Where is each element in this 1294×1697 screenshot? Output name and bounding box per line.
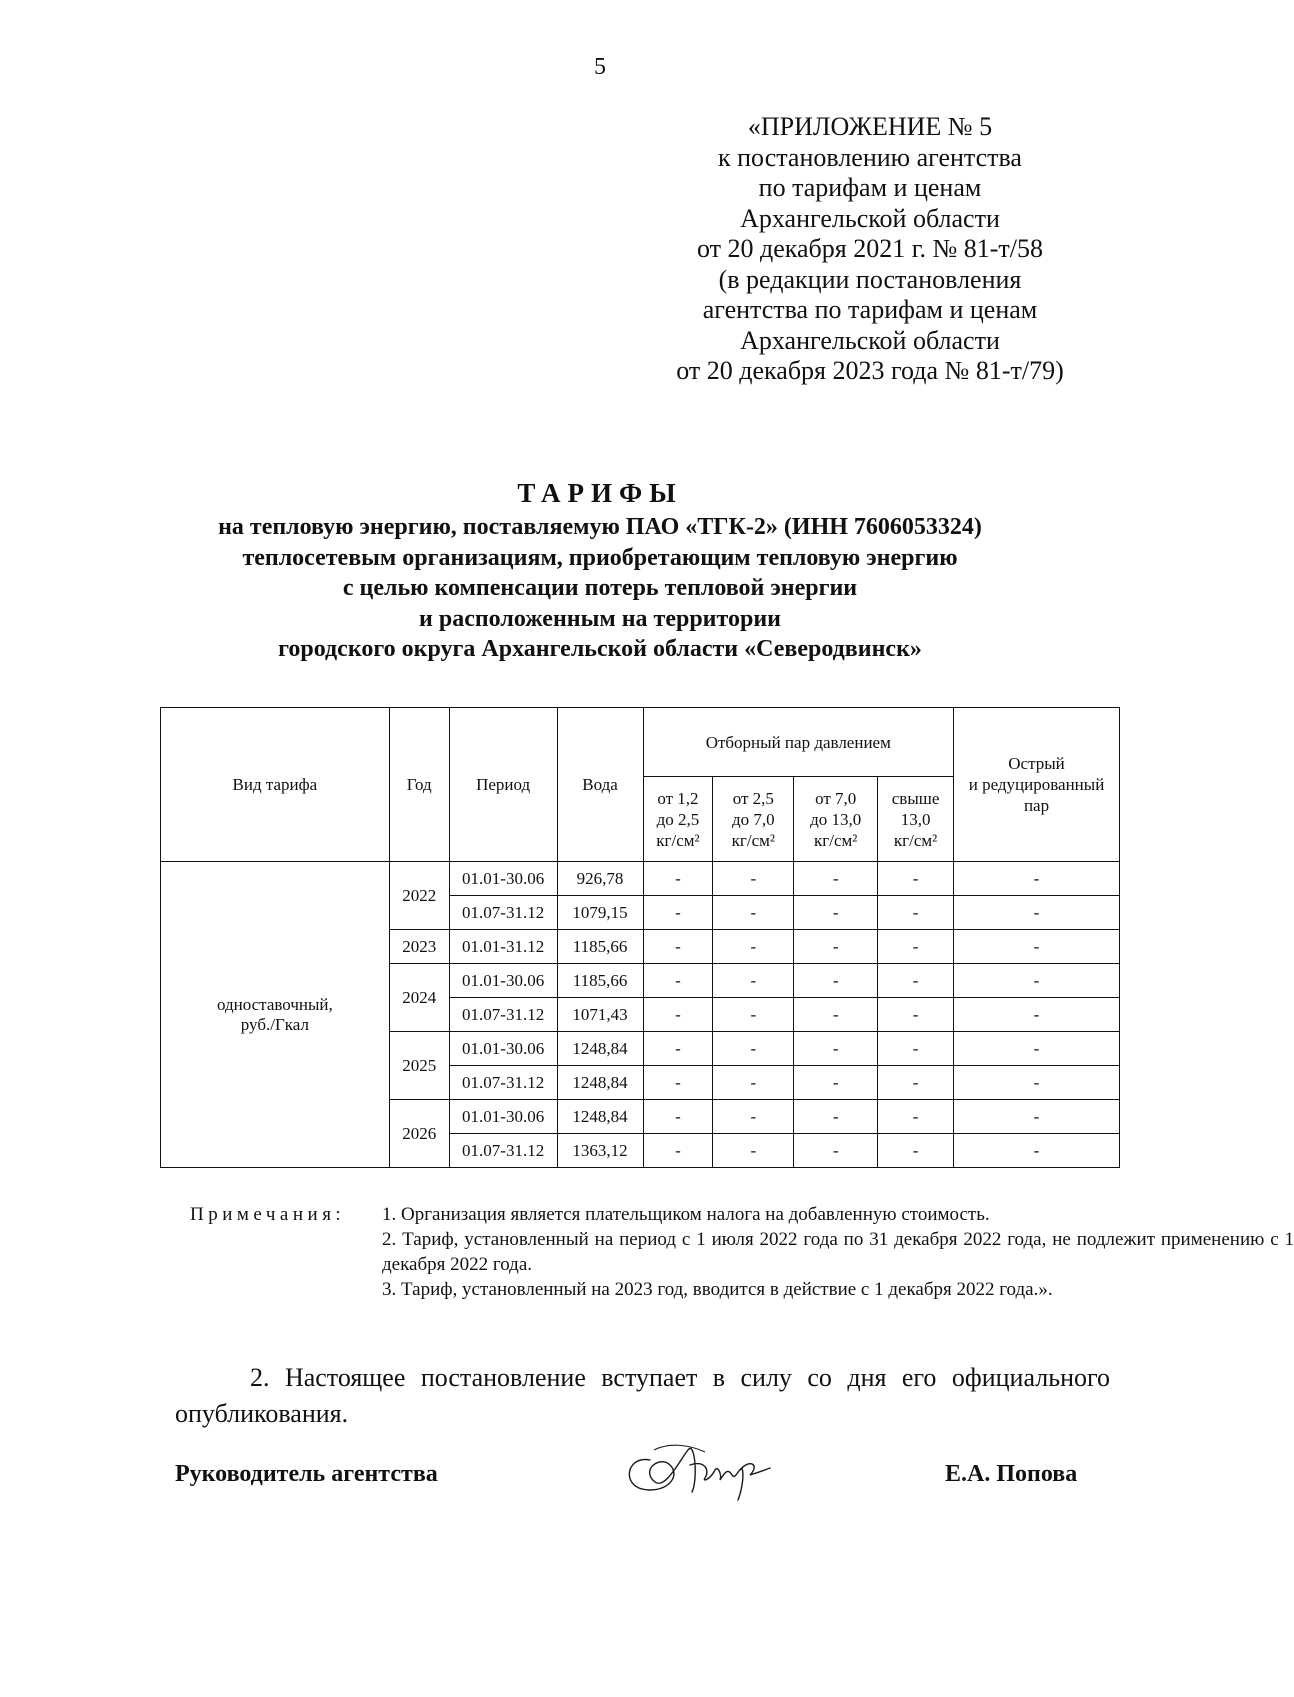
value-cell: - bbox=[713, 998, 794, 1032]
year-cell: 2026 bbox=[389, 1100, 449, 1168]
appendix-line: агентства по тарифам и ценам bbox=[702, 295, 1038, 324]
water-cell: 1079,15 bbox=[557, 896, 643, 930]
value-cell: - bbox=[954, 896, 1120, 930]
tariff-label-line: одноставочный, bbox=[216, 994, 333, 1014]
header-line: от 1,2 bbox=[657, 788, 699, 808]
value-cell: - bbox=[878, 1134, 954, 1168]
value-cell: - bbox=[878, 964, 954, 998]
tariff-type-cell bbox=[161, 862, 390, 1168]
appendix-line: от 20 декабря 2021 г. № 81-т/58 bbox=[696, 234, 1044, 263]
appendix-line: по тарифам и ценам bbox=[758, 173, 982, 202]
water-cell: 1071,43 bbox=[557, 998, 643, 1032]
header-line: 13,0 bbox=[900, 809, 931, 829]
note-item: 1. Организация является плательщиком налога на добавленную стоимость. bbox=[382, 1204, 990, 1225]
document-subtitle bbox=[0, 512, 1200, 665]
header-line: кг/см² bbox=[893, 830, 938, 850]
appendix-line: от 20 декабря 2023 года № 81-т/79) bbox=[676, 356, 1064, 385]
subtitle-line: теплосетевым организациям, приобретающим тепловую энергию bbox=[242, 544, 958, 571]
value-cell: - bbox=[878, 930, 954, 964]
subtitle-line: на тепловую энергию, поставляемую ПАО «ТГК-2» (ИНН 7606053324) bbox=[218, 514, 982, 540]
value-cell: - bbox=[794, 1134, 878, 1168]
period-cell: 01.01-30.06 bbox=[449, 1100, 557, 1134]
value-cell: - bbox=[713, 1032, 794, 1066]
document-title: ТАРИФЫ bbox=[517, 478, 683, 508]
header-steam-col bbox=[713, 777, 794, 862]
value-cell: - bbox=[954, 862, 1120, 896]
value-cell: - bbox=[643, 930, 713, 964]
header-line: кг/см² bbox=[731, 830, 775, 850]
header-year: Год bbox=[389, 708, 449, 862]
header-water: Вода bbox=[557, 708, 643, 862]
water-cell: 1363,12 bbox=[557, 1134, 643, 1168]
header-line: свыше bbox=[891, 788, 940, 808]
tariff-table bbox=[160, 707, 1120, 1168]
period-cell: 01.07-31.12 bbox=[449, 896, 557, 930]
header-line: до 13,0 bbox=[810, 809, 862, 829]
water-cell: 1185,66 bbox=[557, 930, 643, 964]
header-line: кг/см² bbox=[814, 830, 858, 850]
header-steam-group: Отборный пар давлением bbox=[643, 708, 954, 777]
header-sharp-line: Острый bbox=[1008, 754, 1065, 773]
year-cell: 2023 bbox=[389, 930, 449, 964]
header-line: от 7,0 bbox=[815, 788, 857, 808]
appendix-line: Архангельской области bbox=[740, 325, 1000, 355]
value-cell: - bbox=[878, 1032, 954, 1066]
water-cell: 1185,66 bbox=[557, 964, 643, 998]
value-cell: - bbox=[954, 964, 1120, 998]
header-line: от 2,5 bbox=[732, 788, 774, 808]
appendix-line: «ПРИЛОЖЕНИЕ № 5 bbox=[747, 112, 993, 141]
value-cell: - bbox=[643, 964, 713, 998]
value-cell: - bbox=[713, 964, 794, 998]
page-number: 5 bbox=[594, 54, 606, 80]
header-sharp-line: пар bbox=[1023, 796, 1050, 815]
value-cell: - bbox=[794, 896, 878, 930]
handwritten-signature bbox=[610, 1420, 790, 1510]
water-cell: 926,78 bbox=[557, 862, 643, 896]
value-cell: - bbox=[713, 1134, 794, 1168]
water-cell: 1248,84 bbox=[557, 1066, 643, 1100]
appendix-line: к постановлению агентства bbox=[718, 142, 1022, 172]
value-cell: - bbox=[794, 1100, 878, 1134]
header-tariff-type: Вид тарифа bbox=[161, 708, 390, 862]
value-cell: - bbox=[794, 1032, 878, 1066]
value-cell: - bbox=[794, 964, 878, 998]
value-cell: - bbox=[954, 998, 1120, 1032]
water-cell: 1248,84 bbox=[557, 1100, 643, 1134]
value-cell: - bbox=[878, 1100, 954, 1134]
value-cell: - bbox=[954, 1100, 1120, 1134]
year-cell: 2025 bbox=[389, 1032, 449, 1100]
period-cell: 01.07-31.12 bbox=[449, 998, 557, 1032]
subtitle-line: и расположенным на территории bbox=[419, 605, 781, 632]
header-steam-col bbox=[878, 777, 954, 862]
year-cell: 2022 bbox=[389, 862, 449, 930]
value-cell: - bbox=[878, 1066, 954, 1100]
value-cell: - bbox=[954, 930, 1120, 964]
value-cell: - bbox=[713, 1100, 794, 1134]
header-sharp-line: и редуцированный bbox=[968, 775, 1105, 794]
value-cell: - bbox=[643, 862, 713, 896]
table-row bbox=[161, 862, 1120, 896]
value-cell: - bbox=[713, 930, 794, 964]
value-cell: - bbox=[794, 862, 878, 896]
value-cell: - bbox=[878, 862, 954, 896]
tariff-label-line: руб./Гкал bbox=[240, 1014, 309, 1034]
value-cell: - bbox=[643, 1134, 713, 1168]
value-cell: - bbox=[643, 998, 713, 1032]
value-cell: - bbox=[713, 896, 794, 930]
notes-label: Примечания: bbox=[190, 1204, 346, 1225]
value-cell: - bbox=[643, 1100, 713, 1134]
note-item: 3. Тариф, установленный на 2023 год, вводится в действие с 1 декабря 2022 года.». bbox=[382, 1279, 1053, 1300]
period-cell: 01.01-30.06 bbox=[449, 964, 557, 998]
value-cell: - bbox=[643, 1032, 713, 1066]
value-cell: - bbox=[954, 1032, 1120, 1066]
signer-name: Е.А. Попова bbox=[945, 1461, 1078, 1487]
appendix-line: Архангельской области bbox=[740, 203, 1000, 233]
period-cell: 01.01-31.12 bbox=[449, 930, 557, 964]
subtitle-line: с целью компенсации потерь тепловой энергии bbox=[342, 575, 858, 601]
period-cell: 01.01-30.06 bbox=[449, 1032, 557, 1066]
value-cell: - bbox=[878, 896, 954, 930]
value-cell: - bbox=[643, 1066, 713, 1100]
period-cell: 01.07-31.12 bbox=[449, 1066, 557, 1100]
header-line: до 2,5 bbox=[656, 809, 700, 829]
value-cell: - bbox=[713, 862, 794, 896]
period-cell: 01.01-30.06 bbox=[449, 862, 557, 896]
header-period: Период bbox=[449, 708, 557, 862]
water-cell: 1248,84 bbox=[557, 1032, 643, 1066]
header-line: до 7,0 bbox=[731, 809, 775, 829]
appendix-line: (в редакции постановления bbox=[718, 264, 1022, 294]
header-sharp-steam bbox=[954, 708, 1120, 862]
notes-list bbox=[382, 1202, 1294, 1302]
final-paragraph: 2. Настоящее постановление вступает в силу со дня его официального опубликования. bbox=[175, 1363, 1110, 1428]
value-cell: - bbox=[954, 1066, 1120, 1100]
period-cell: 01.07-31.12 bbox=[449, 1134, 557, 1168]
value-cell: - bbox=[794, 998, 878, 1032]
value-cell: - bbox=[878, 998, 954, 1032]
header-line: кг/см² bbox=[656, 830, 700, 850]
appendix-header bbox=[580, 112, 1160, 387]
value-cell: - bbox=[954, 1134, 1120, 1168]
signer-position: Руководитель агентства bbox=[175, 1461, 438, 1487]
subtitle-line: городского округа Архангельской области «Северодвинск» bbox=[278, 636, 922, 662]
header-steam-col bbox=[643, 777, 713, 862]
note-item: 2. Тариф, установленный на период с 1 июля 2022 года по 31 декабря 2022 года, не подлежит применению с 1 декабря 2022 года. bbox=[382, 1229, 1294, 1275]
year-cell: 2024 bbox=[389, 964, 449, 1032]
value-cell: - bbox=[794, 930, 878, 964]
header-steam-col bbox=[794, 777, 878, 862]
value-cell: - bbox=[643, 896, 713, 930]
value-cell: - bbox=[713, 1066, 794, 1100]
value-cell: - bbox=[794, 1066, 878, 1100]
